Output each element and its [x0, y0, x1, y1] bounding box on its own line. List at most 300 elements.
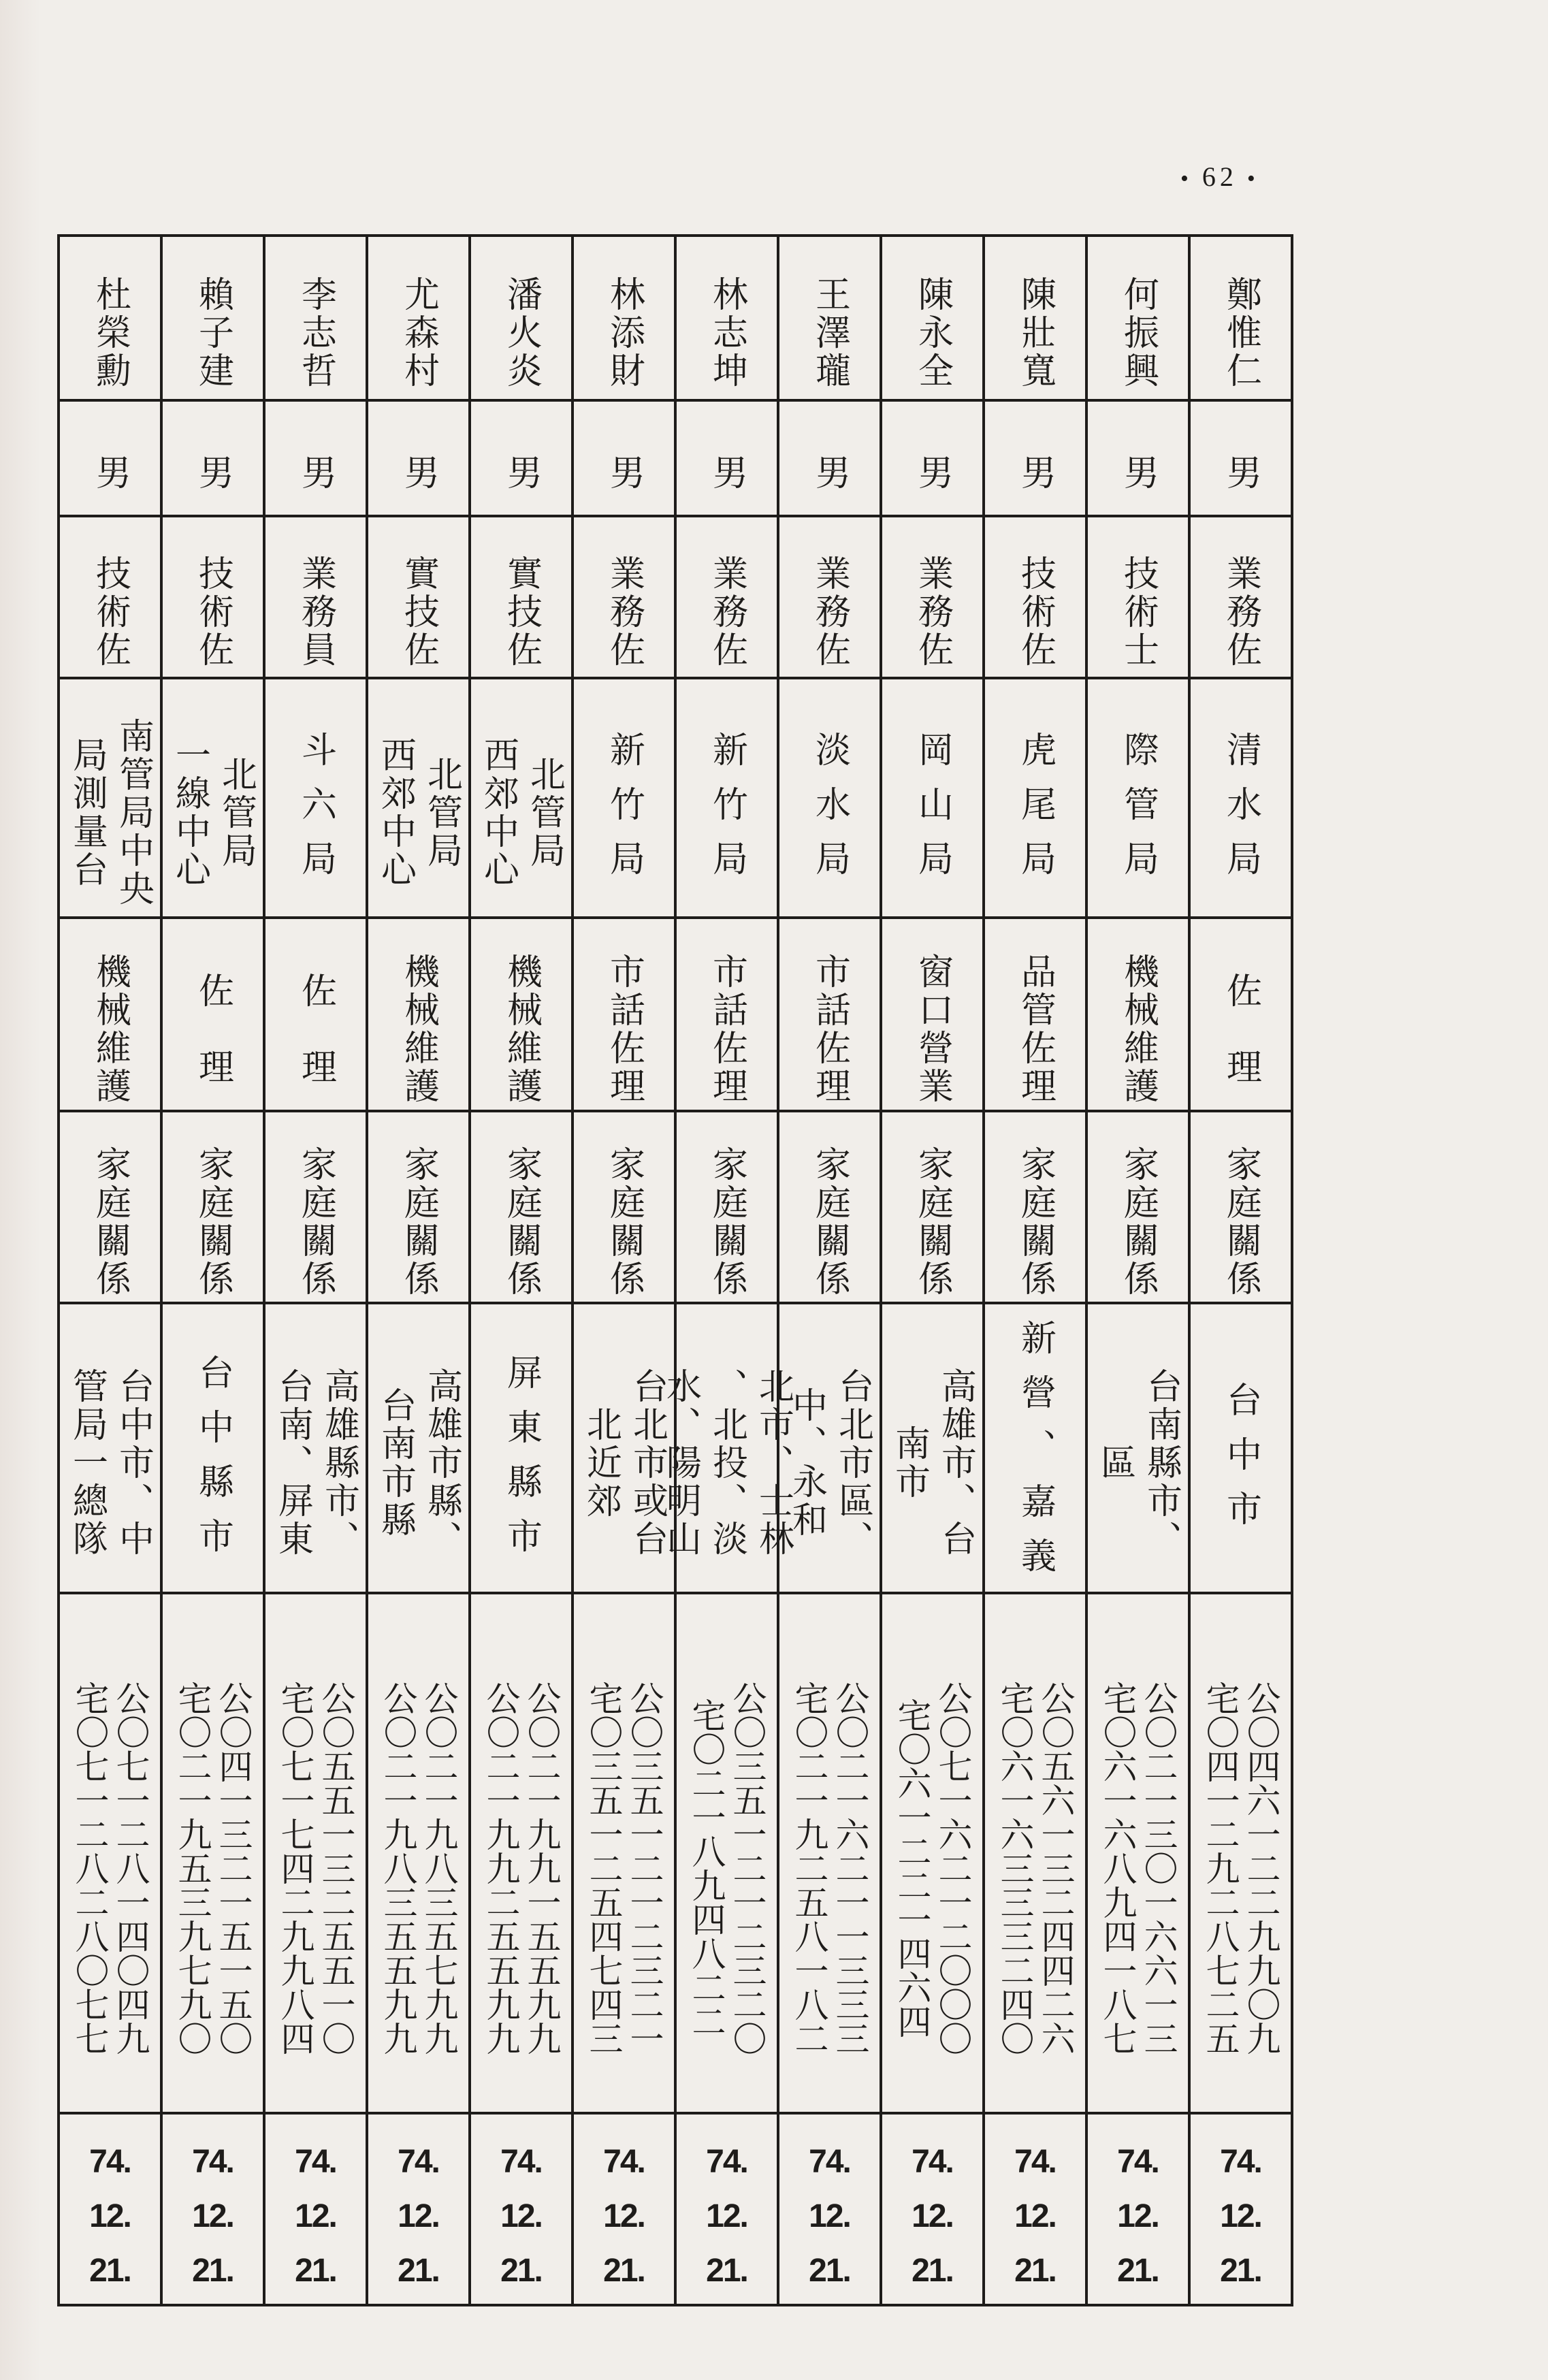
unit-lines — [368, 679, 468, 931]
cell-title — [675, 516, 778, 678]
relation-lines — [574, 1112, 674, 1317]
cell-name — [778, 236, 881, 400]
phones-text: 公〇二一九八三五五九九 — [378, 1681, 418, 2055]
sex-lines — [163, 402, 263, 530]
job-lines — [163, 919, 263, 1125]
job-lines — [1191, 919, 1291, 1125]
phones-lines — [368, 1594, 468, 2127]
phones-text: 公〇四六一二二九九〇九 — [1241, 1681, 1281, 2055]
title-lines — [779, 517, 880, 692]
address-lines — [265, 1304, 366, 1607]
relation-lines — [985, 1112, 1085, 1317]
cell-unit — [470, 678, 573, 918]
cell-title — [984, 516, 1086, 678]
cell-sex — [881, 400, 984, 516]
title-lines — [471, 517, 571, 692]
date-stack — [471, 2114, 571, 2298]
name-text: 鄭惟仁 — [1220, 276, 1261, 390]
cell-sex — [573, 400, 675, 516]
row-address — [59, 1303, 1292, 1593]
date-part: 74. — [809, 2144, 850, 2180]
date-part: 12. — [603, 2198, 645, 2234]
date-part: 74. — [89, 2144, 131, 2180]
name-lines — [985, 237, 1085, 414]
unit-text: 際管局 — [1117, 731, 1159, 895]
title-text: 技術佐 — [192, 555, 233, 669]
cell-sex — [984, 400, 1086, 516]
job-text: 機械維護 — [500, 953, 542, 1106]
address-text: 屏東縣市 — [500, 1354, 542, 1572]
sex-text: 男 — [192, 454, 233, 492]
cell-phones — [264, 1593, 367, 2113]
date-stack — [368, 2114, 468, 2298]
cell-relation — [59, 1111, 161, 1303]
relation-lines — [882, 1112, 982, 1317]
relation-text: 家庭關係 — [192, 1146, 233, 1298]
address-text: 新營、嘉義 — [1014, 1319, 1056, 1592]
address-lines — [985, 1304, 1085, 1592]
row-job — [59, 918, 1292, 1111]
address-text: 高雄市縣、 — [421, 1368, 462, 1558]
unit-text: 南管局中央 — [112, 718, 154, 908]
date-part: 21. — [1014, 2253, 1056, 2289]
job-lines — [779, 919, 880, 1125]
relation-lines — [60, 1112, 160, 1317]
cell-name — [470, 236, 573, 400]
cell-date — [1086, 2113, 1189, 2305]
date-part: 74. — [706, 2144, 747, 2180]
address-text: 高雄市、台 — [935, 1368, 976, 1558]
cell-name — [1086, 236, 1189, 400]
phones-text: 公〇三五一二一二三二一 — [624, 1681, 664, 2055]
date-part: 12. — [295, 2198, 336, 2234]
date-part: 21. — [192, 2253, 233, 2289]
relation-text: 家庭關係 — [89, 1146, 131, 1298]
cell-date — [161, 2113, 264, 2305]
address-lines — [471, 1304, 571, 1607]
title-lines — [163, 517, 263, 692]
unit-text: 西郊中心 — [374, 737, 416, 889]
title-text: 業務佐 — [1220, 555, 1261, 669]
cell-date — [264, 2113, 367, 2305]
cell-name — [1189, 236, 1292, 400]
cell-phones — [778, 1593, 881, 2113]
cell-sex — [264, 400, 367, 516]
cell-relation — [264, 1111, 367, 1303]
title-lines — [265, 517, 366, 692]
cell-relation — [675, 1111, 778, 1303]
unit-lines — [163, 679, 263, 931]
unit-text: 局測量台 — [66, 737, 108, 889]
job-lines — [265, 919, 366, 1125]
cell-relation — [161, 1111, 264, 1303]
name-lines — [1088, 237, 1188, 414]
cell-address — [1189, 1303, 1292, 1593]
cell-phones — [1189, 1593, 1292, 2113]
job-lines — [677, 919, 777, 1125]
address-text: 水、陽明山 — [660, 1368, 701, 1558]
phones-text: 宅〇六一二二一四六四 — [892, 1698, 932, 2038]
cell-job — [1086, 918, 1189, 1111]
relation-lines — [1088, 1112, 1188, 1317]
title-lines — [882, 517, 982, 692]
unit-lines — [985, 679, 1085, 931]
cell-unit — [573, 678, 675, 918]
page-number: • 62 • — [1180, 161, 1259, 192]
date-part: 21. — [603, 2253, 645, 2289]
job-text: 機械維護 — [1117, 953, 1159, 1106]
address-text: 台南、屏東 — [272, 1368, 313, 1558]
cell-sex — [470, 400, 573, 516]
cell-title — [1086, 516, 1189, 678]
unit-lines — [265, 679, 366, 931]
date-part: 12. — [398, 2198, 439, 2234]
address-lines — [163, 1304, 263, 1607]
sex-text: 男 — [1014, 454, 1056, 492]
cell-relation — [470, 1111, 573, 1303]
cell-date — [573, 2113, 675, 2305]
date-part: 12. — [706, 2198, 747, 2234]
unit-lines — [1088, 679, 1188, 931]
address-text: 南市 — [888, 1425, 930, 1501]
date-part: 21. — [706, 2253, 747, 2289]
date-part: 21. — [89, 2253, 131, 2289]
name-text: 陳壯寬 — [1014, 276, 1056, 390]
address-text: 台北市區、 — [832, 1368, 873, 1558]
cell-title — [264, 516, 367, 678]
date-stack — [882, 2114, 982, 2298]
address-lines — [660, 1304, 794, 1607]
phones-text: 公〇七一二八一四〇四九 — [110, 1681, 150, 2055]
title-text: 業務佐 — [603, 555, 645, 669]
sex-text: 男 — [295, 454, 336, 492]
job-text: 佐 理 — [295, 972, 336, 1087]
date-stack — [574, 2114, 674, 2298]
sex-text: 男 — [89, 454, 131, 492]
job-text: 佐 理 — [1220, 972, 1261, 1087]
sex-text: 男 — [1220, 454, 1261, 492]
relation-text: 家庭關係 — [912, 1146, 953, 1298]
address-text: 區 — [1094, 1444, 1135, 1482]
cell-unit — [778, 678, 881, 918]
cell-relation — [778, 1111, 881, 1303]
name-lines — [882, 237, 982, 414]
cell-title — [573, 516, 675, 678]
date-part: 74. — [295, 2144, 336, 2180]
relation-lines — [265, 1112, 366, 1317]
unit-text: 一線中心 — [169, 737, 210, 889]
cell-title — [161, 516, 264, 678]
name-text: 潘火炎 — [500, 276, 542, 390]
cell-job — [367, 918, 470, 1111]
cell-job — [778, 918, 881, 1111]
row-relation — [59, 1111, 1292, 1303]
sex-text: 男 — [603, 454, 645, 492]
sex-lines — [1088, 402, 1188, 530]
cell-name — [675, 236, 778, 400]
date-part: 12. — [1220, 2198, 1261, 2234]
cell-date — [675, 2113, 778, 2305]
phones-lines — [1088, 1594, 1188, 2127]
cell-unit — [161, 678, 264, 918]
personnel-table — [57, 234, 1293, 2306]
date-part: 12. — [89, 2198, 131, 2234]
date-stack — [1191, 2114, 1291, 2298]
unit-lines — [677, 679, 777, 931]
job-lines — [60, 919, 160, 1125]
date-part: 12. — [1117, 2198, 1159, 2234]
title-text: 業務佐 — [706, 555, 747, 669]
phones-text: 公〇二一三〇一六六一三 — [1138, 1681, 1178, 2055]
cell-sex — [161, 400, 264, 516]
page-edge-shading — [0, 0, 41, 2380]
cell-phones — [675, 1593, 778, 2113]
cell-name — [264, 236, 367, 400]
job-text: 機械維護 — [89, 953, 131, 1106]
relation-lines — [677, 1112, 777, 1317]
cell-address — [660, 1303, 794, 1593]
address-text: 台南縣市、 — [1140, 1368, 1182, 1558]
cell-unit — [1086, 678, 1189, 918]
date-part: 74. — [1220, 2144, 1261, 2180]
name-lines — [471, 237, 571, 414]
cell-relation — [367, 1111, 470, 1303]
cell-name — [367, 236, 470, 400]
cell-date — [1189, 2113, 1292, 2305]
row-unit — [59, 678, 1292, 918]
date-stack — [60, 2114, 160, 2298]
date-part: 12. — [500, 2198, 542, 2234]
job-text: 品管佐理 — [1014, 953, 1056, 1106]
phones-text: 宅〇六一六八九四一八七 — [1097, 1681, 1138, 2055]
date-stack — [779, 2114, 880, 2298]
job-lines — [574, 919, 674, 1125]
cell-job — [470, 918, 573, 1111]
cell-phones — [470, 1593, 573, 2113]
relation-text: 家庭關係 — [1220, 1146, 1261, 1298]
cell-job — [984, 918, 1086, 1111]
cell-relation — [1086, 1111, 1189, 1303]
unit-text: 淡水局 — [809, 731, 850, 895]
sex-lines — [985, 402, 1085, 530]
unit-text: 北管局 — [421, 756, 462, 870]
phones-text: 公〇七一六二一二〇〇〇 — [933, 1681, 973, 2055]
cell-address — [59, 1303, 161, 1593]
date-part: 12. — [192, 2198, 233, 2234]
cell-relation — [881, 1111, 984, 1303]
sex-lines — [265, 402, 366, 530]
relation-lines — [368, 1112, 468, 1317]
name-lines — [60, 237, 160, 414]
cell-phones — [367, 1593, 470, 2113]
relation-text: 家庭關係 — [603, 1146, 645, 1298]
title-text: 實技佐 — [398, 555, 439, 669]
name-lines — [265, 237, 366, 414]
unit-lines — [60, 679, 160, 931]
cell-sex — [675, 400, 778, 516]
cell-name — [573, 236, 675, 400]
title-text: 實技佐 — [500, 555, 542, 669]
phones-text: 公〇三五一二一二三二〇 — [727, 1681, 767, 2055]
name-lines — [574, 237, 674, 414]
phones-lines — [1191, 1594, 1291, 2127]
cell-title — [470, 516, 573, 678]
cell-address — [367, 1303, 470, 1593]
unit-text: 北管局 — [215, 756, 257, 870]
cell-sex — [367, 400, 470, 516]
date-part: 74. — [1014, 2144, 1056, 2180]
cell-title — [367, 516, 470, 678]
sex-lines — [368, 402, 468, 530]
address-text: 台南市縣 — [374, 1387, 416, 1539]
job-text: 市話佐理 — [809, 953, 850, 1106]
relation-text: 家庭關係 — [706, 1146, 747, 1298]
title-lines — [677, 517, 777, 692]
address-lines — [1088, 1304, 1188, 1607]
date-part: 74. — [500, 2144, 542, 2180]
phones-lines — [574, 1594, 674, 2127]
sex-lines — [779, 402, 880, 530]
relation-lines — [1191, 1112, 1291, 1317]
title-lines — [1088, 517, 1188, 692]
sex-lines — [677, 402, 777, 530]
phones-lines — [60, 1594, 160, 2127]
cell-name — [881, 236, 984, 400]
name-text: 杜榮勳 — [89, 276, 131, 390]
unit-text: 新竹局 — [706, 731, 747, 895]
page-number-value: 62 — [1202, 161, 1238, 192]
cell-date — [470, 2113, 573, 2305]
name-lines — [779, 237, 880, 414]
address-text: 管局一總隊 — [66, 1368, 108, 1558]
unit-lines — [882, 679, 982, 931]
cell-unit — [1189, 678, 1292, 918]
cell-job — [675, 918, 778, 1111]
address-lines — [368, 1304, 468, 1607]
cell-phones — [161, 1593, 264, 2113]
address-text: 高雄縣市、 — [318, 1368, 359, 1558]
cell-unit — [59, 678, 161, 918]
date-part: 21. — [295, 2253, 336, 2289]
unit-text: 虎尾局 — [1014, 731, 1056, 895]
date-part: 74. — [192, 2144, 233, 2180]
date-part: 21. — [500, 2253, 542, 2289]
cell-title — [1189, 516, 1292, 678]
address-lines — [882, 1304, 982, 1607]
cell-phones — [1086, 1593, 1189, 2113]
unit-text: 西郊中心 — [477, 737, 519, 889]
phones-text: 公〇五六一三二四四二六 — [1035, 1681, 1076, 2055]
phones-text: 宅〇七一二八二八〇七七 — [69, 1681, 110, 2055]
cell-date — [59, 2113, 161, 2305]
job-lines — [1088, 919, 1188, 1125]
date-part: 12. — [912, 2198, 953, 2234]
title-lines — [985, 517, 1085, 692]
sex-text: 男 — [398, 454, 439, 492]
cell-phones — [881, 1593, 984, 2113]
phones-lines — [882, 1594, 982, 2127]
relation-text: 家庭關係 — [1117, 1146, 1159, 1298]
cell-job — [881, 918, 984, 1111]
phones-lines — [265, 1594, 366, 2127]
cell-date — [984, 2113, 1086, 2305]
cell-address — [161, 1303, 264, 1593]
cell-unit — [984, 678, 1086, 918]
cell-job — [264, 918, 367, 1111]
date-part: 74. — [603, 2144, 645, 2180]
title-text: 業務佐 — [912, 555, 953, 669]
phones-text: 公〇四一三二一五一五〇 — [213, 1681, 253, 2055]
unit-lines — [779, 679, 880, 931]
title-text: 技術士 — [1117, 555, 1159, 669]
cell-sex — [778, 400, 881, 516]
job-lines — [985, 919, 1085, 1125]
cell-name — [59, 236, 161, 400]
title-lines — [60, 517, 160, 692]
job-lines — [368, 919, 468, 1125]
date-part: 21. — [912, 2253, 953, 2289]
cell-address — [1086, 1303, 1189, 1593]
cell-title — [778, 516, 881, 678]
sex-lines — [574, 402, 674, 530]
phones-text: 公〇二一九八三五七九九 — [419, 1681, 459, 2055]
date-stack — [265, 2114, 366, 2298]
sex-text: 男 — [1117, 454, 1159, 492]
phones-lines — [985, 1594, 1085, 2127]
cell-phones — [59, 1593, 161, 2113]
name-text: 李志哲 — [295, 276, 336, 390]
cell-phones — [573, 1593, 675, 2113]
phones-text: 宅〇二一八九四八二二 — [686, 1698, 726, 2038]
cell-title — [881, 516, 984, 678]
job-text: 機械維護 — [398, 953, 439, 1106]
cell-address — [470, 1303, 573, 1593]
relation-text: 家庭關係 — [1014, 1146, 1056, 1298]
job-lines — [471, 919, 571, 1125]
cell-job — [59, 918, 161, 1111]
sex-lines — [882, 402, 982, 530]
phones-text: 宅〇二一九五三九七九〇 — [172, 1681, 212, 2055]
phones-lines — [779, 1594, 880, 2127]
relation-lines — [779, 1112, 880, 1317]
cell-unit — [675, 678, 778, 918]
date-stack — [1088, 2114, 1188, 2298]
title-lines — [368, 517, 468, 692]
job-text: 市話佐理 — [706, 953, 747, 1106]
title-lines — [574, 517, 674, 692]
cell-job — [573, 918, 675, 1111]
sex-text: 男 — [912, 454, 953, 492]
unit-lines — [574, 679, 674, 931]
sex-text: 男 — [500, 454, 542, 492]
date-part: 21. — [1220, 2253, 1261, 2289]
name-text: 陳永全 — [912, 276, 953, 390]
name-lines — [1191, 237, 1291, 414]
address-lines — [779, 1304, 880, 1607]
cell-phones — [984, 1593, 1086, 2113]
relation-text: 家庭關係 — [809, 1146, 850, 1298]
row-sex — [59, 400, 1292, 516]
row-title — [59, 516, 1292, 678]
name-text: 林添財 — [603, 276, 645, 390]
phones-text: 公〇二一九九一五五九九 — [521, 1681, 562, 2055]
address-text: 台中市 — [1220, 1381, 1261, 1545]
cell-job — [1189, 918, 1292, 1111]
cell-address — [881, 1303, 984, 1593]
job-text: 窗口營業 — [912, 953, 953, 1106]
cell-unit — [264, 678, 367, 918]
cell-address — [778, 1303, 881, 1593]
